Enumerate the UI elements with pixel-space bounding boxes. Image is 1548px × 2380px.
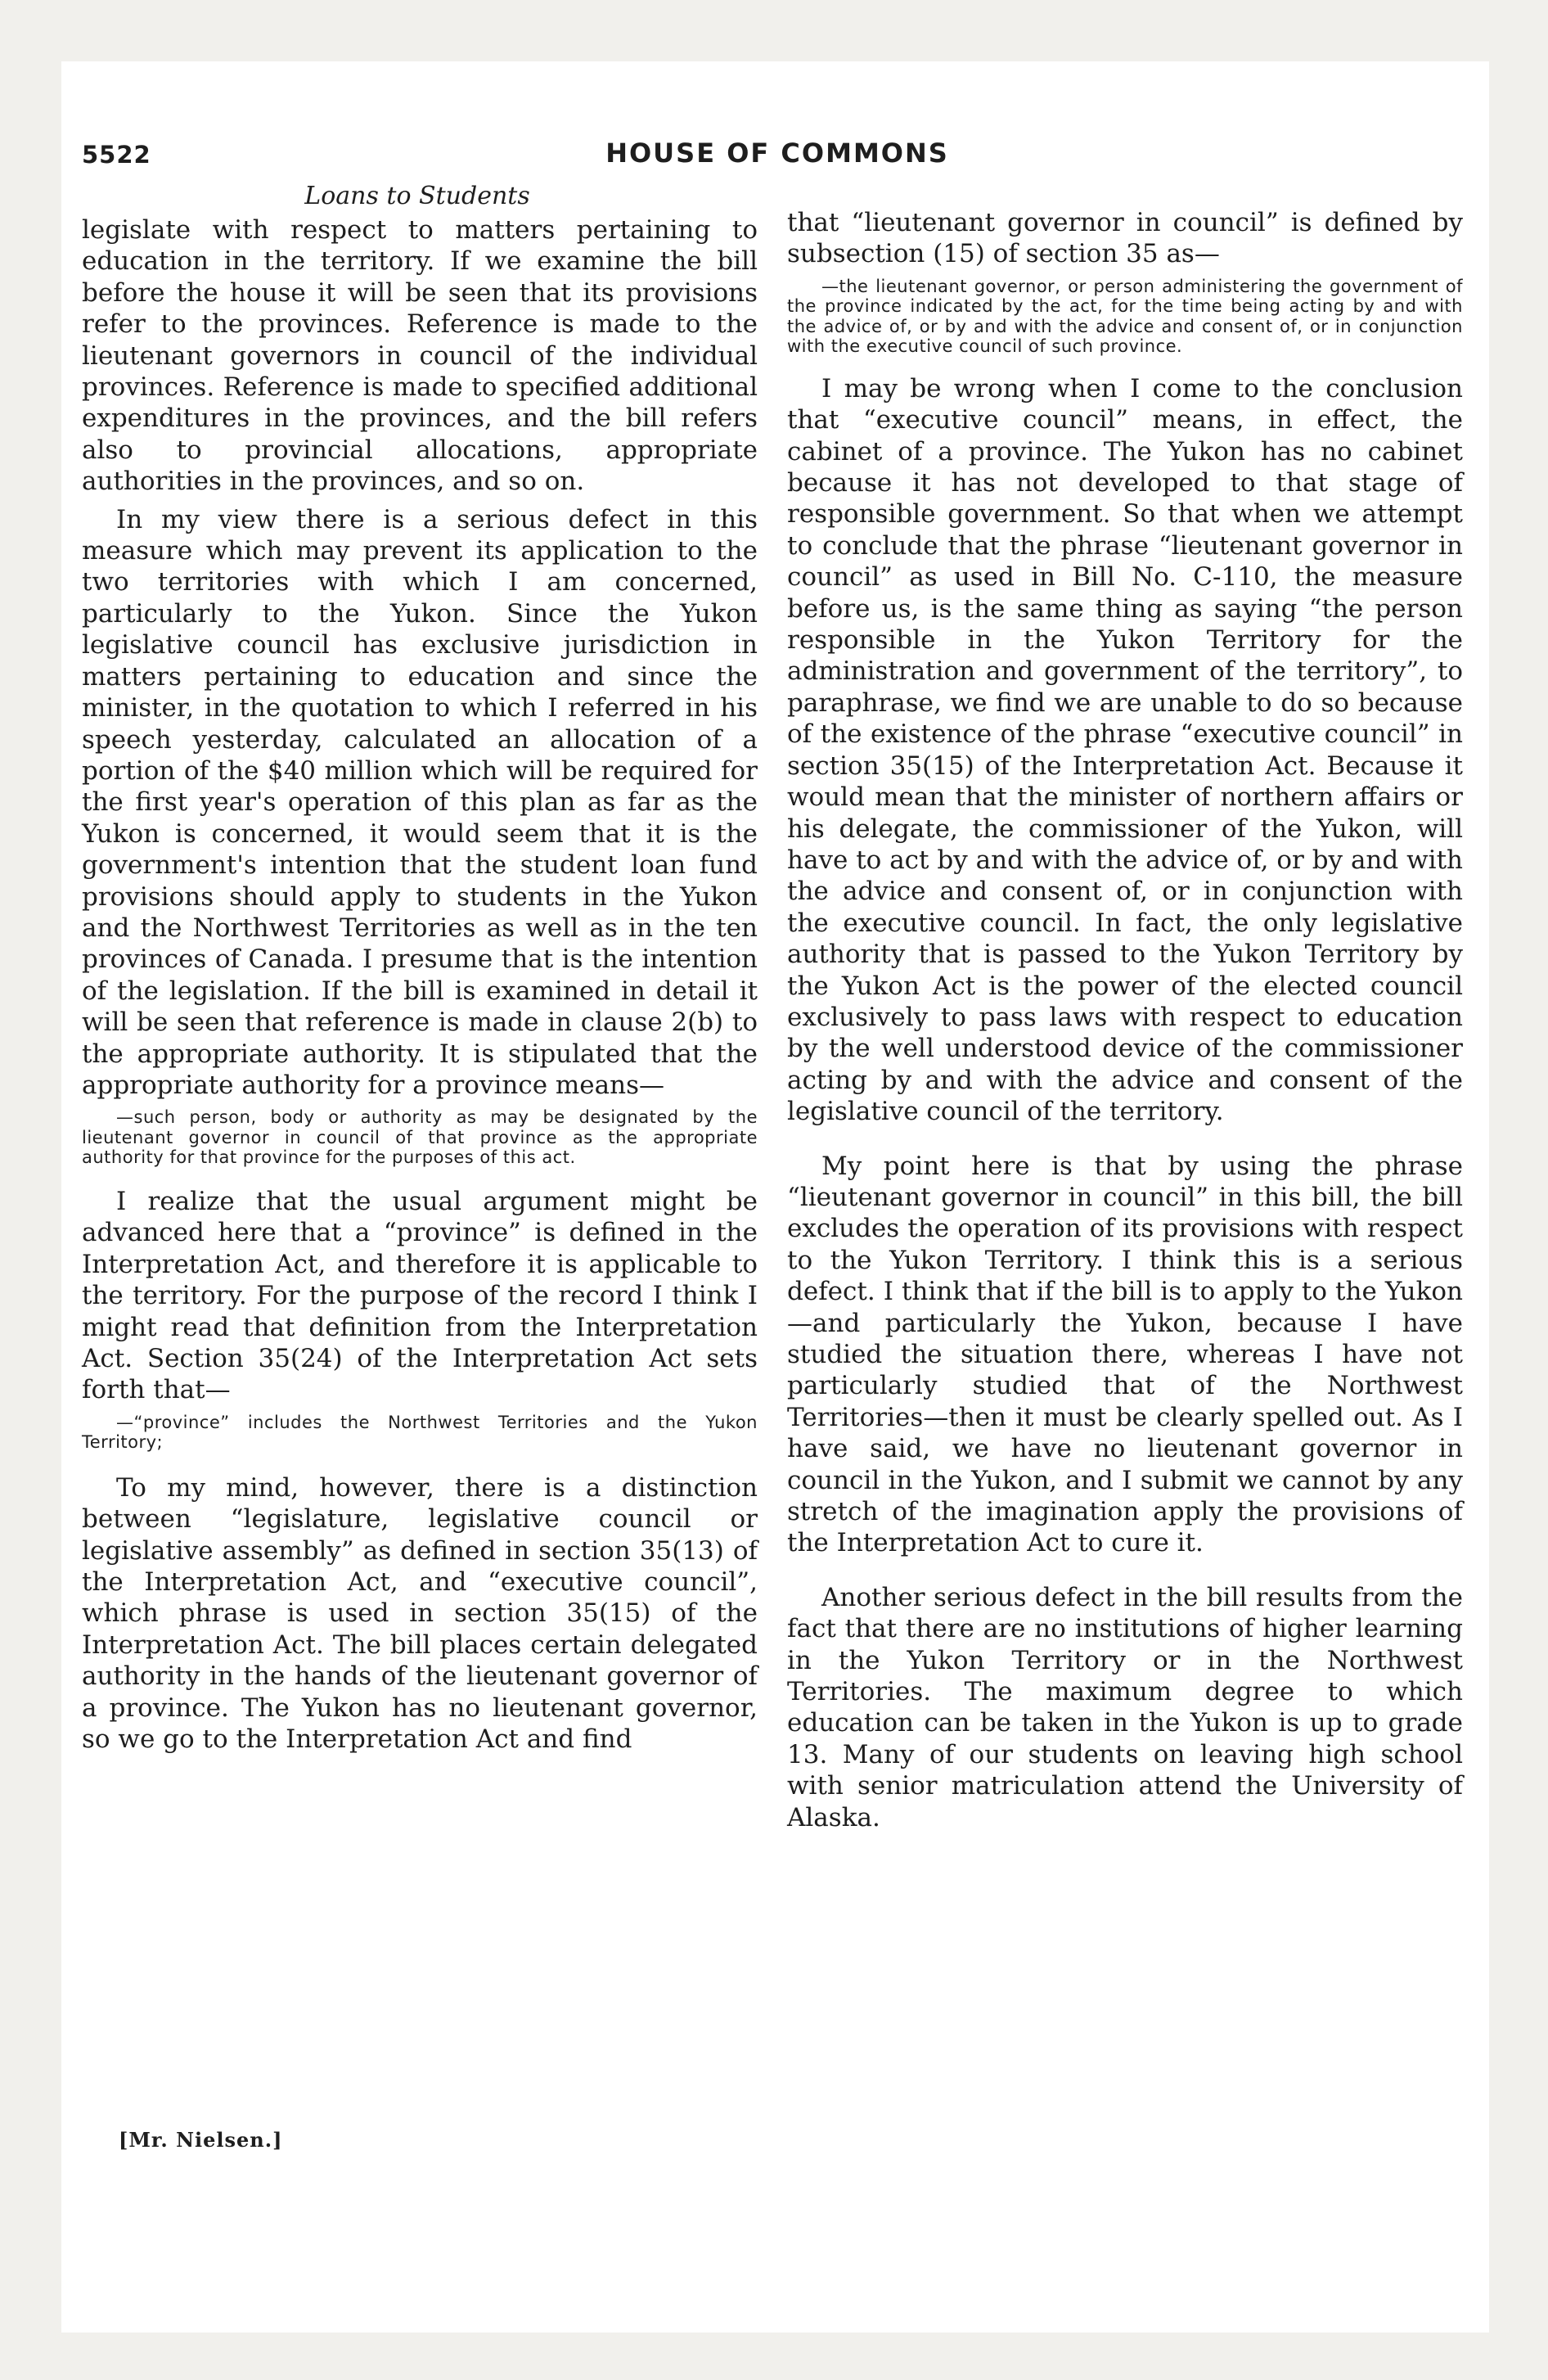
section-title: Loans to Students	[304, 182, 530, 210]
left-paragraph-3: I realize that the usual argument might be advanced here that a “province” is defined in the Interpretation Act, and therefore it is applicable to the territory. For the purpose of the record I think I might read that definition from the Interpretation Act. Section 35(24) of the Interpretation Act sets forth that—	[82, 1186, 758, 1405]
right-paragraph-1: that “lieutenant governor in council” is defined by subsection (15) of section 35 as—	[787, 208, 1463, 269]
right-column	[787, 207, 1463, 1833]
right-paragraph-4: Another serious defect in the bill results from the fact that there are no institutions of higher learning in the Yukon Territory or in the Northwest Territories. The maximum degree to which education can be taken in the Yukon is up to grade 13. Many of our students on leaving high school with senior matriculation attend the University of Alaska.	[787, 1582, 1463, 1832]
running-head: HOUSE OF COMMONS	[605, 137, 949, 169]
quotation-appropriate-authority: —such person, body or authority as may be designated by the lieutenant governor in council of that province as the appropriate authority for that province for the purposes of this act.	[82, 1107, 758, 1168]
left-paragraph-1: legislate with respect to matters pertaining to education in the territory. If we examine the bill before the house it will be seen that its provisions refer to the provinces. Reference is made to the lieutenant governors in council of the individual provinces. Reference is made to specified additional expenditures in the provinces, and the bill refers also to provincial allocations, appropriate authorities in the provinces, and so on.	[82, 215, 758, 497]
quotation-lieutenant-governor: —the lieutenant governor, or person administering the government of the province indicated by the act, for the time being acting by and with the advice of, or by and with the advice and consent of, or in conjunction with the executive council of such province.	[787, 276, 1463, 357]
quotation-province-definition: —“province” includes the Northwest Territories and the Yukon Territory;	[82, 1412, 758, 1453]
left-column	[82, 214, 758, 1755]
left-paragraph-2: In my view there is a serious defect in this measure which may prevent its application to the two territories with which I am concerned, particularly to the Yukon. Since the Yukon legislative council has exclusive jurisdiction in matters pertaining to education and since the minister, in the quotation to which I referred in his speech yesterday, calculated an allocation of a portion of the $40 million which will be required for the first year's operation of this plan as far as the Yukon is concerned, it would seem that it is the government's intention that the student loan fund provisions should apply to students in the Yukon and the Northwest Territories as well as in the ten provinces of Canada. I presume that is the intention of the legislation. If the bill is examined in detail it will be seen that reference is made in clause 2(b) to the appropriate authority. It is stipulated that the appropriate authority for a province means—	[82, 504, 758, 1100]
speaker-attribution: [Mr. Nielsen.]	[119, 2128, 283, 2152]
page-number: 5522	[82, 141, 151, 169]
right-paragraph-3: My point here is that by using the phrase “lieutenant governor in council” in this bill, the bill excludes the operation of its provisions with respect to the Yukon Territory. I think this is a serious defect. I think that if the bill is to apply to the Yukon—and particularly the Yukon, because I have studied the situation there, whereas I have not particularly studied that of the Northwest Territories—then it must be clearly spelled out. As I have said, we have no lieutenant governor in council in the Yukon, and I submit we cannot by any stretch of the imagination apply the provisions of the Interpretation Act to cure it.	[787, 1151, 1463, 1558]
right-paragraph-2: I may be wrong when I come to the conclusion that “executive council” means, in effect, the cabinet of a province. The Yukon has no cabinet because it has not developed to that stage of responsible government. So that when we attempt to conclude that the phrase “lieutenant governor in council” as used in Bill No. C-110, the measure before us, is the same thing as saying “the person responsible in the Yukon Territory for the administration and government of the territory”, to paraphrase, we find we are unable to do so because of the existence of the phrase “executive council” in section 35(15) of the Interpretation Act. Because it would mean that the minister of northern affairs or his delegate, the commissioner of the Yukon, will have to act by and with the advice of, or by and with the advice and consent of, or in conjunction with the executive council. In fact, the only legislative authority that is passed to the Yukon Territory by the Yukon Act is the power of the elected council exclusively to pass laws with respect to education by the well understood device of the commissioner acting by and with the advice and consent of the legislative council of the territory.	[787, 373, 1463, 1127]
left-paragraph-4: To my mind, however, there is a distinction between “legislature, legislative council or legislative assembly” as defined in section 35(13) of the Interpretation Act, and “executive council”, which phrase is used in section 35(15) of the Interpretation Act. The bill places certain delegated authority in the hands of the lieutenant governor of a province. The Yukon has no lieutenant governor, so we go to the Interpretation Act and find	[82, 1472, 758, 1754]
